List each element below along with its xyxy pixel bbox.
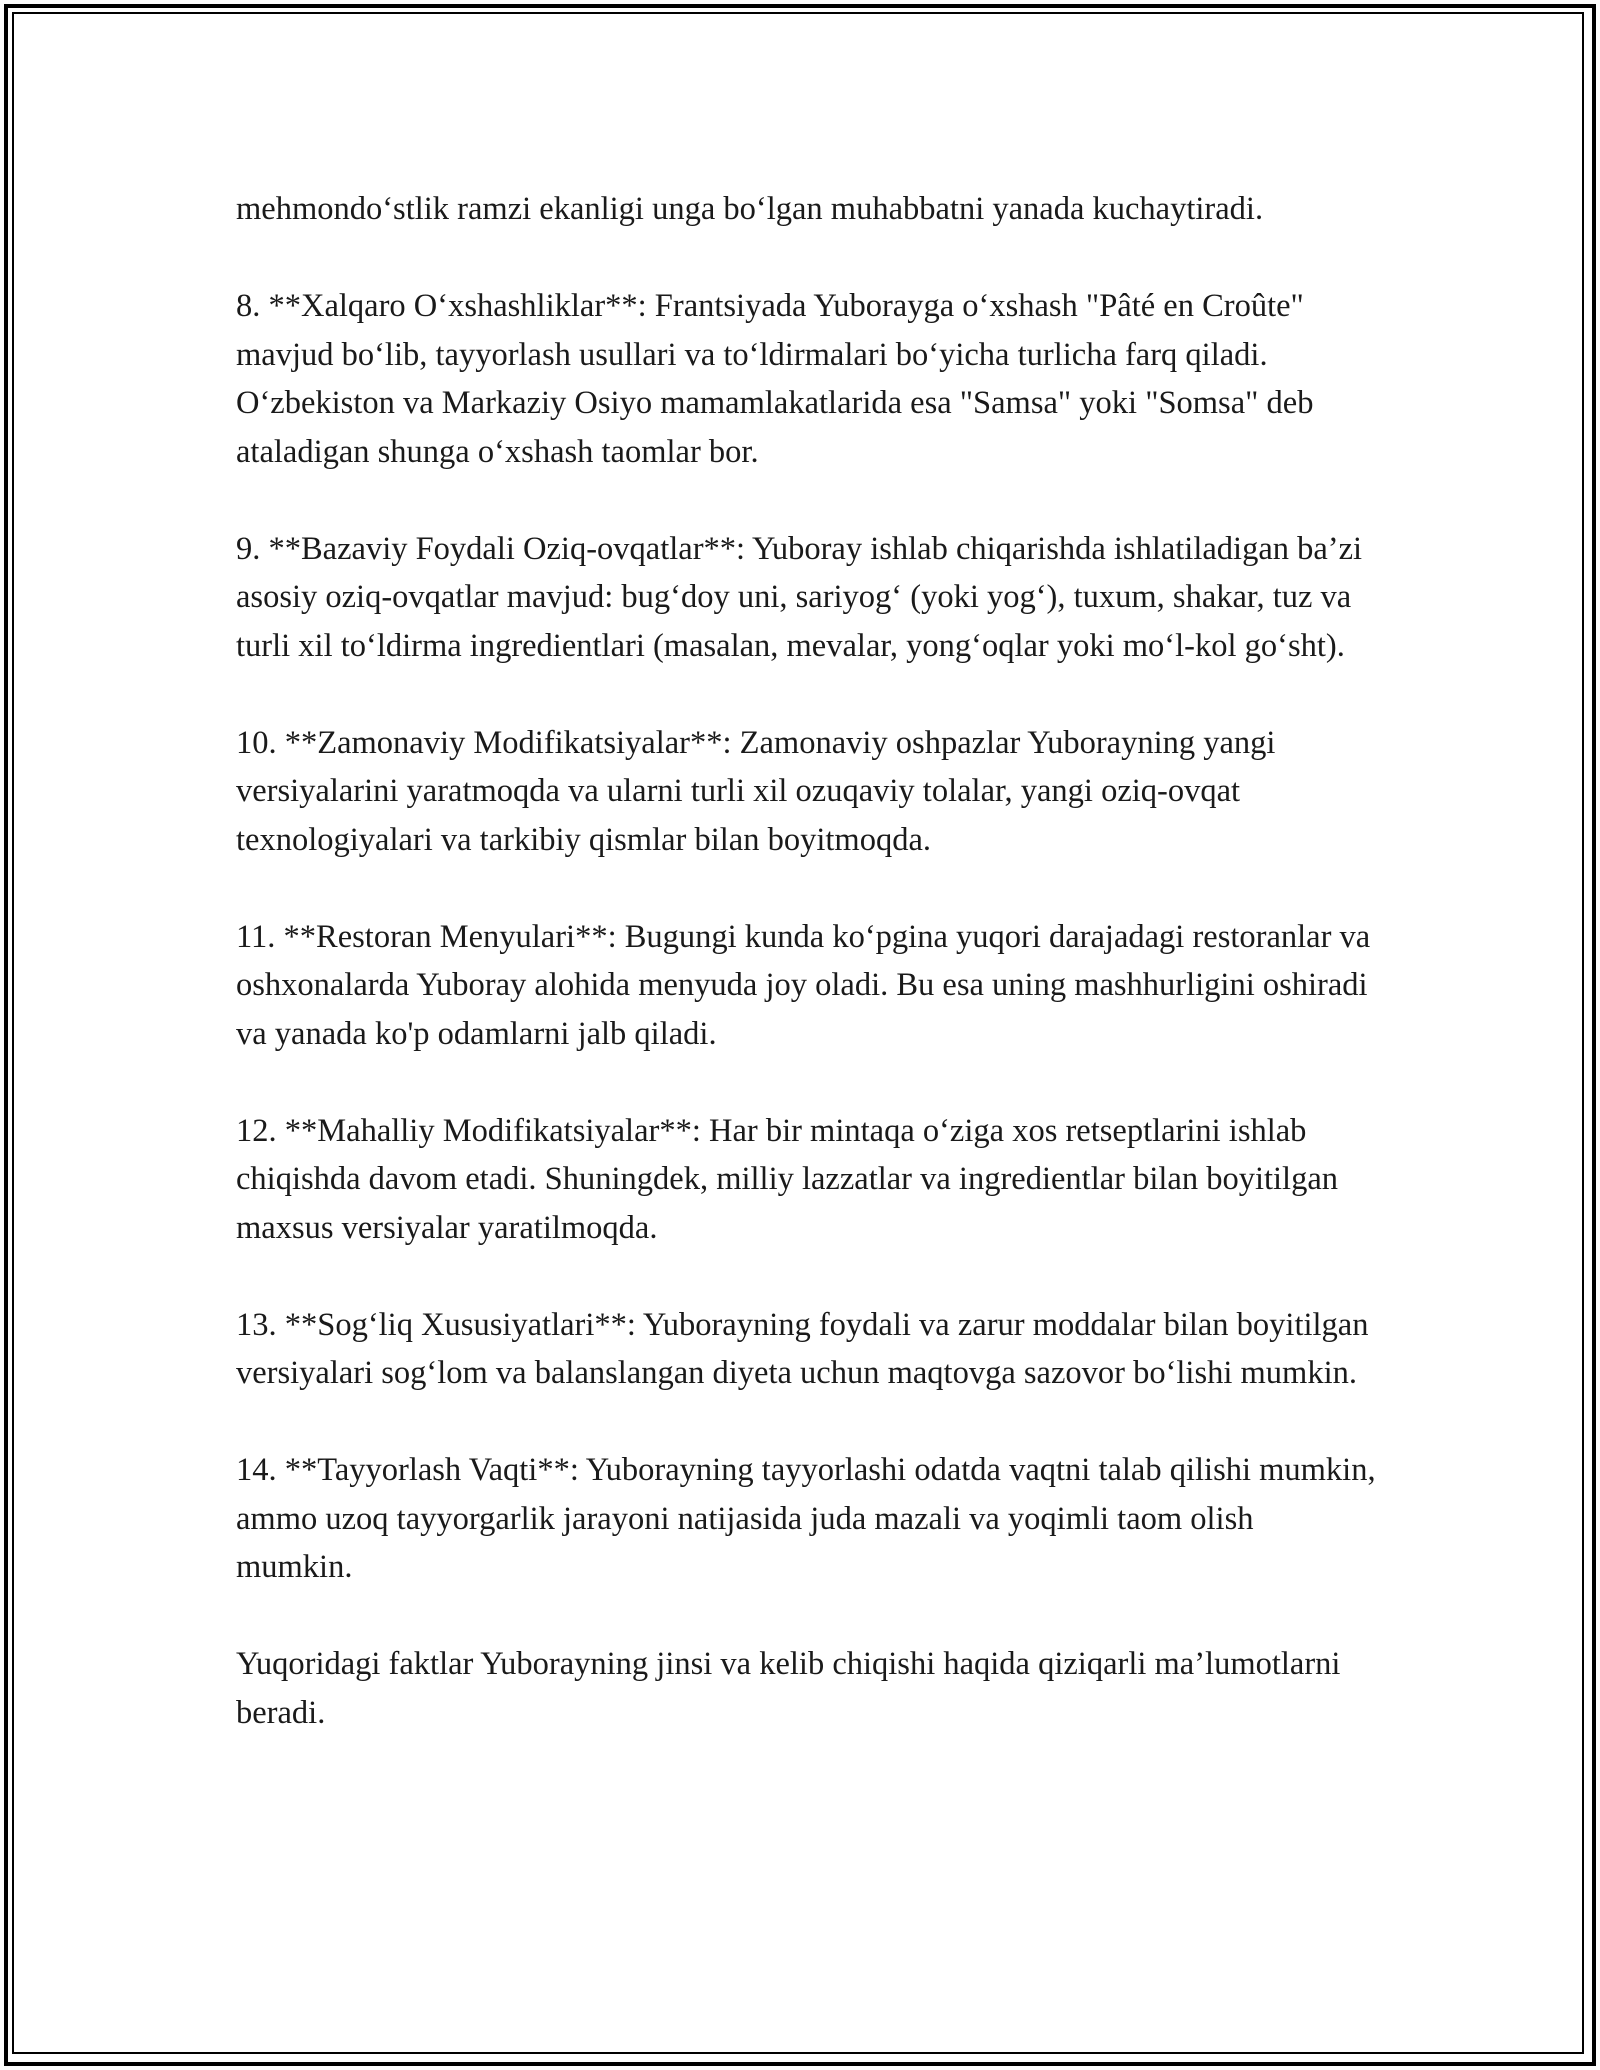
paragraph-item-9: 9. **Bazaviy Foydali Oziq-ovqatlar**: Yuboray ishlab chiqarishda ishlatiladigan ba’zi asosiy oziq-ovqatlar mavjud: bug‘doy uni, sariyog‘ (yoki yog‘), tuxum, shakar, tuz va turli xil to‘ldirma ingredientlari (masalan, mevalar, yong‘oqlar yoki mo‘l-kol go‘sht).: [236, 530, 1363, 664]
paragraph-item-13: 13. **Sog‘liq Xususiyatlari**: Yuborayning foydali va zarur moddalar bilan boyitilgan versiyalari sog‘lom va balanslangan diyeta uchun maqtovga sazovor bo‘lishi mumkin.: [236, 1306, 1369, 1391]
paragraph-item-14: 14. **Tayyorlash Vaqti**: Yuborayning tayyorlashi odatda vaqtni talab qilishi mumkin, ammo uzoq tayyorgarlik jarayoni natijasida juda mazali va yoqimli taom olish mumkin.: [236, 1452, 1376, 1585]
paragraph-item-10: 10. **Zamonaviy Modifikatsiyalar**: Zamonaviy oshpazlar Yuborayning yangi versiyalarini yaratmoqda va ularni turli xil ozuqaviy tolalar, yangi oziq-ovqat texnologiyalari va tarkibiy qismlar bilan boyitmoqda.: [236, 724, 1276, 858]
paragraph-intro-continuation: mehmondo‘stlik ramzi ekanligi unga bo‘lgan muhabbatni yanada kuchaytiradi.: [236, 191, 1264, 227]
paragraph-item-11: 11. **Restoran Menyulari**: Bugungi kunda ko‘pgina yuqori darajadagi restoranlar va oshxonalarda Yuboray alohida menyuda joy oladi. Bu esa uning mashhurligini oshiradi va yanada ko'p odamlarni jalb qiladi.: [236, 918, 1371, 1052]
paragraph-item-8: 8. **Xalqaro O‘xshashliklar**: Frantsiyada Yuborayga o‘xshash "Pâté en Croûte" mavjud bo‘lib, tayyorlash usullari va to‘ldirmalari bo‘yicha turlicha farq qiladi. O‘zbekiston va Markaziy Osiyo mamamlakatlarida esa "Samsa" yoki "Somsa" deb ataladigan shunga o‘xshash taomlar bor.: [236, 288, 1314, 470]
paragraph-item-12: 12. **Mahalliy Modifikatsiyalar**: Har bir mintaqa o‘ziga xos retseptlarini ishlab chiqishda davom etadi. Shuningdek, milliy lazzatlar va ingredientlar bilan boyitilgan maxsus versiyalar yaratilmoqda.: [236, 1112, 1339, 1246]
document-body: [236, 185, 1376, 1786]
paragraph-conclusion: Yuqoridagi faktlar Yuborayning jinsi va kelib chiqishi haqida qiziqarli ma’lumotlarni beradi.: [236, 1646, 1341, 1731]
